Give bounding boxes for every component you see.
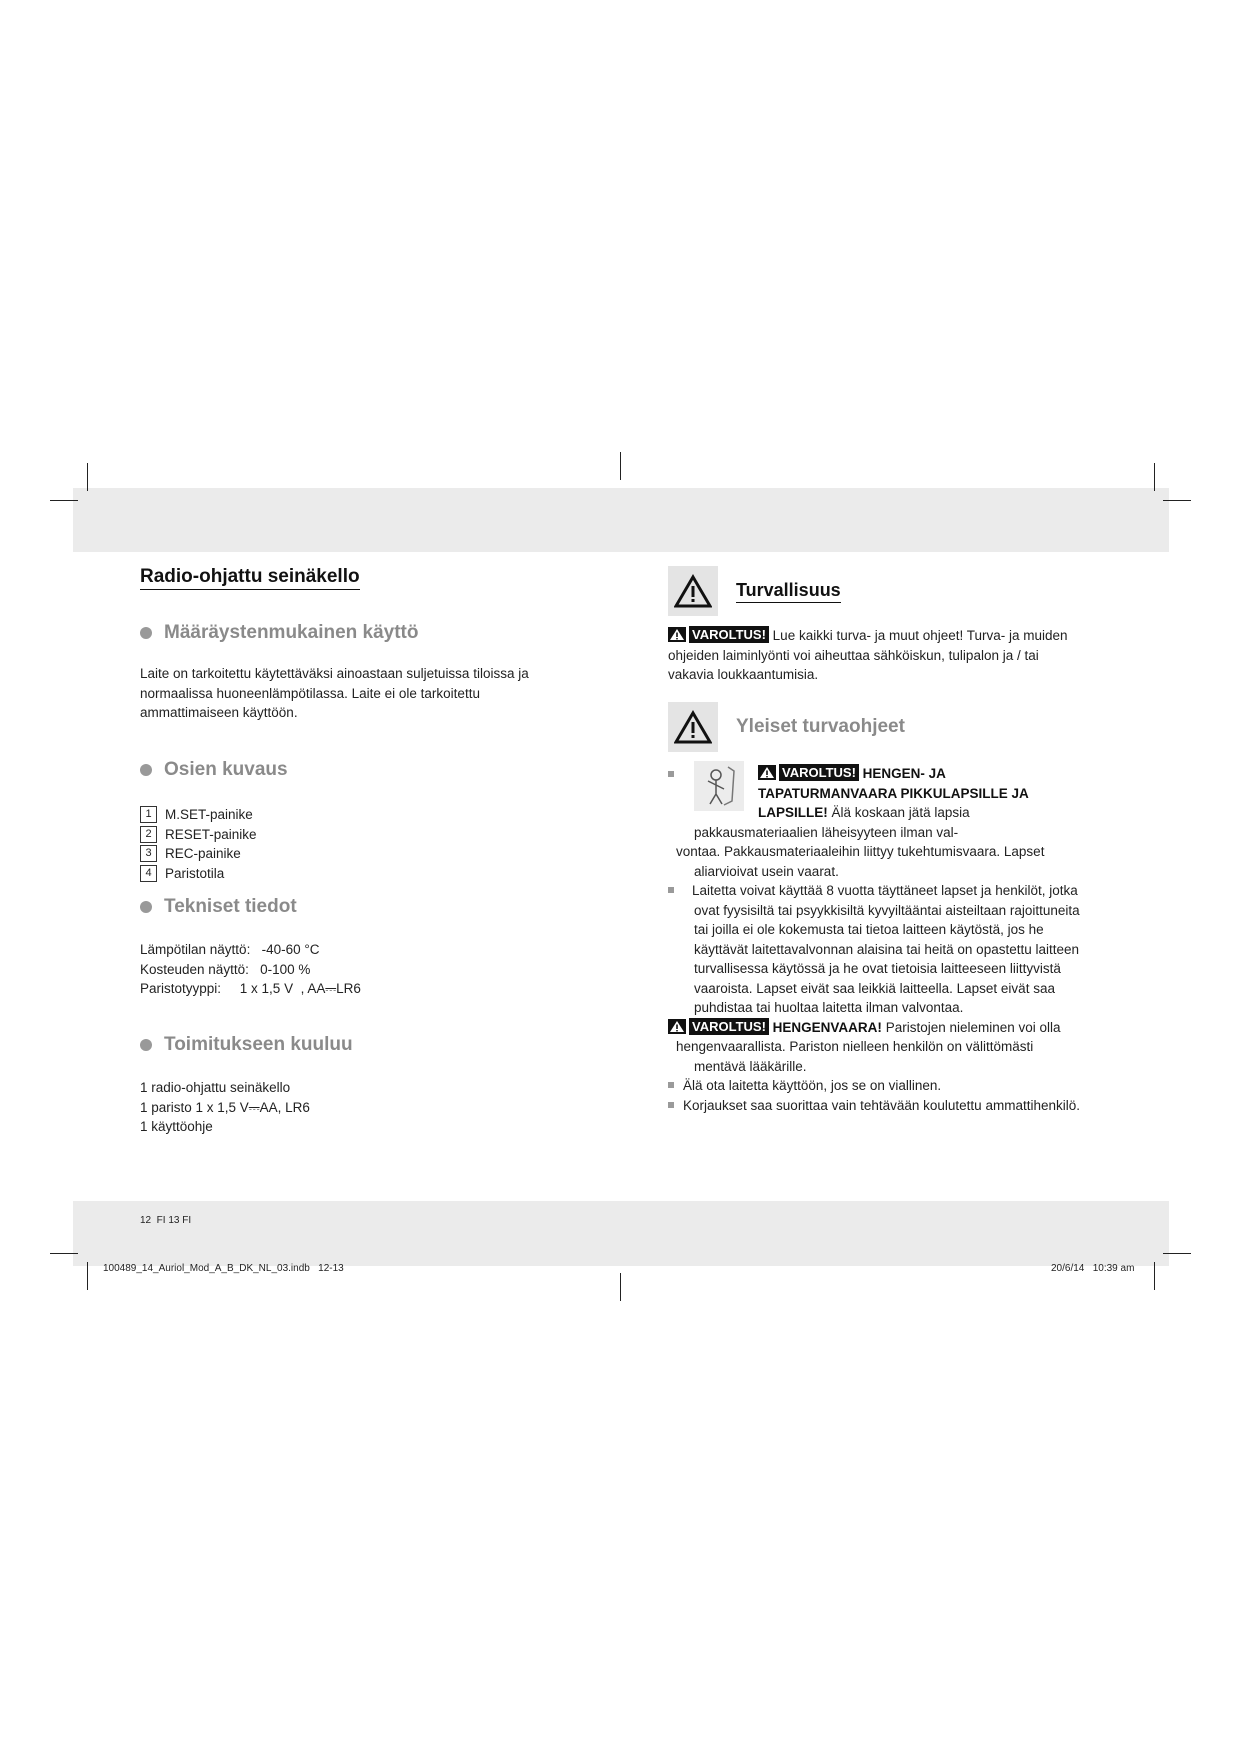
general-safety-list [668,764,1108,1115]
usage-text: ovat fyysisiltä tai psyykkisiltä kyvyiltääntai aisteiltaan rajoittuneita [694,902,1080,918]
parts-section [140,759,288,883]
warning-icon [668,627,686,642]
delivery-item [140,1098,353,1118]
spec-battery-text: Paristotyyppi: 1 x 1,5 V , AA [140,981,326,996]
crop-mark [87,1262,88,1290]
usage-text: vaaroista. Lapset eivät saa leikkiä laitteella. Lapset eivät saa [694,980,1055,996]
part-label: Paristotila [165,865,225,881]
intended-use-section [140,622,529,723]
list-text: Älä ota laitetta käyttöön, jos se on viallinen. [683,1078,942,1093]
bullet-dot [140,1039,152,1051]
warning-label: VAROLTUS! [689,1018,769,1035]
bullet-dot [140,627,152,639]
bullet-square [668,887,674,893]
crop-mark [1154,1262,1155,1290]
warning-triangle-icon [668,566,718,616]
dc-symbol: ⎓ [248,1099,260,1115]
bullet-square [668,771,674,777]
hazard-text: hengenvaarallista. Pariston nielleen henkilön on välittömästi [676,1039,1034,1054]
spec-battery-type: LR6 [336,981,361,996]
document-title: Radio-ohjattu seinäkello [140,566,360,590]
crop-mark [1163,500,1191,501]
usage-text: tai joilla ei ole kokemusta tai tietoa laitteen käytöstä, jos he [694,922,1044,937]
list-item [668,1018,1108,1077]
usage-text: turvallisessa käytössä ja he ovat tietoisia laitteeseen liittyvistä [694,961,1061,976]
part-number: 3 [140,845,157,862]
list-item [140,805,288,825]
list-item [668,881,1108,1018]
parts-list [140,805,288,883]
spec-battery [140,979,361,999]
header-band [73,488,1169,552]
list-item [668,1076,1108,1096]
general-safety-heading: Yleiset turvaohjeet [736,716,905,737]
parts-heading: Osien kuvaus [164,759,288,780]
list-item [668,1096,1108,1116]
print-timestamp: 20/6/14 10:39 am [1051,1263,1135,1274]
crop-mark [620,1273,621,1301]
spec-humidity: Kosteuden näyttö: 0-100 % [140,961,311,977]
warning-icon [758,765,776,780]
hazard-text: mentävä lääkärille. [694,1058,807,1074]
safety-text: Lue kaikki turva- ja muut ohjeet! Turva- ja muiden [772,628,1068,643]
delivery-section [140,1034,353,1137]
crop-mark [1163,1253,1191,1254]
hazard-title: HENGEN- JA [862,766,946,781]
list-item [140,864,288,884]
part-number: 2 [140,826,157,843]
intended-use-heading: Määräystenmukainen käyttö [164,622,419,643]
bullet-dot [140,764,152,776]
warning-triangle-icon [668,702,718,752]
intended-use-line: normaalissa huoneenlämpötilassa. Laite ei ole tarkoitettu [140,685,480,701]
delivery-item: 1 radio-ohjattu seinäkello [140,1080,291,1095]
safety-header [668,566,841,616]
safety-heading: Turvallisuus [736,580,841,603]
warning-label: VAROLTUS! [689,626,769,643]
specs-heading: Tekniset tiedot [164,896,297,917]
usage-text: Laitetta voivat käyttää 8 vuotta täyttäneet lapset ja henkilöt, jotka [692,883,1078,898]
hazard-text: pakkausmateriaalien läheisyyteen ilman val- [694,824,959,840]
crop-mark [50,1253,78,1254]
delivery-item-text: 1 paristo 1 x 1,5 V [140,1099,249,1115]
warning-tag [668,1018,769,1035]
delivery-item: 1 käyttöohje [140,1119,213,1134]
intended-use-line: ammattimaiseen käyttöön. [140,705,298,720]
crop-mark [620,452,621,480]
general-safety-header [668,702,905,752]
hazard-title: LAPSILLE! [758,805,828,820]
list-item [140,844,288,864]
part-number: 1 [140,806,157,823]
hazard-text: vontaa. Pakkausmateriaaleihin liittyy tukehtumisvaara. Lapset [676,844,1045,859]
crop-mark [1154,463,1155,491]
specs-section [140,896,361,999]
dc-symbol: ⎓ [325,981,337,996]
bullet-dot [140,901,152,913]
part-number: 4 [140,865,157,882]
part-label: M.SET-painike [165,807,253,822]
list-text: Korjaukset saa suorittaa vain tehtävään koulutettu ammattihenkilö. [683,1097,1080,1113]
warning-icon [668,1019,686,1034]
crop-mark [87,463,88,491]
hazard-title: TAPATURMANVAARA PIKKULAPSILLE JA [758,785,1029,801]
warning-tag [668,626,769,643]
warning-label: VAROLTUS! [779,764,859,781]
footer-band [73,1201,1169,1266]
crop-mark [50,500,78,501]
safety-text: ohjeiden laiminlyönti voi aiheuttaa sähköiskun, tulipalon ja / tai [668,647,1039,663]
part-label: REC-painike [165,846,241,861]
warning-tag [758,764,859,781]
list-item [668,764,1108,881]
safety-text: vakavia loukkaantumisia. [668,667,819,682]
part-label: RESET-painike [165,826,257,842]
hazard-text: Älä koskaan jätä lapsia [831,805,970,820]
delivery-heading: Toimitukseen kuuluu [164,1034,353,1055]
usage-text: käyttävät laitettavalvonnan alaisina tai heitä on opastettu laitteen [694,941,1080,957]
page-numbers: 12 FI 13 FI [140,1215,192,1226]
list-item [140,825,288,845]
safety-warning [668,626,1098,685]
bullet-square [668,1102,674,1108]
spec-temperature: Lämpötilan näyttö: -40-60 °C [140,942,320,957]
usage-text: puhdistaa tai huoltaa laitetta ilman valvontaa. [694,1000,964,1015]
hazard-title: HENGENVAARA! [772,1019,882,1035]
intended-use-line: Laite on tarkoitettu käytettäväksi ainoastaan suljetuissa tiloissa ja [140,666,529,681]
file-name: 100489_14_Auriol_Mod_A_B_DK_NL_03.indb 12-13 [103,1263,344,1274]
hazard-text: aliarvioivat usein vaarat. [694,863,839,879]
bullet-square [668,1082,674,1088]
hazard-text: Paristojen nieleminen voi olla [885,1019,1061,1035]
delivery-item-type: AA, LR6 [259,1099,310,1115]
